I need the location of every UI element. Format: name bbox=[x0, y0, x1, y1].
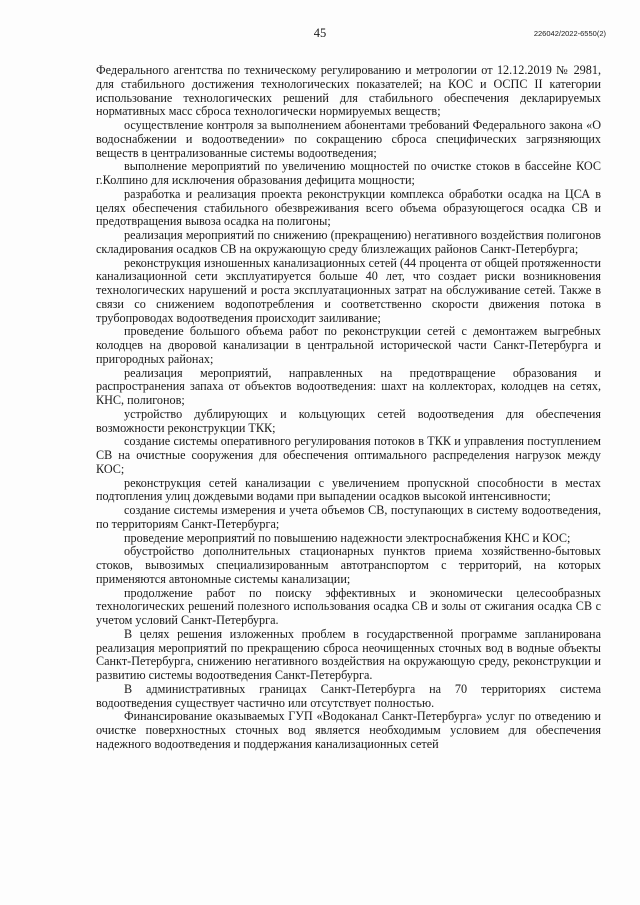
paragraph: обустройство дополнительных стационарных пунктов приема хозяйственно-бытовых стоков, вывозимых специализированным автотранспортом с территорий, на которых применяются автономные системы канализации; bbox=[96, 544, 601, 586]
paragraph: осуществление контроля за выполнением абонентами требований Федерального закона «О водоснабжении и водоотведении» по сокращению сброса специфических загрязняющих веществ в централизованные системы водоотведения; bbox=[96, 118, 601, 160]
paragraph: разработка и реализация проекта реконструкции комплекса обработки осадка на ЦСА в целях обеспечения стабильного обезвреживания всего объема образующегося осадка СВ и предотвращения вывоза осадка на полигоны; bbox=[96, 186, 601, 229]
paragraph: создание системы оперативного регулирования потоков в ТКК и управления поступлением СВ на очистные сооружения для обеспечения оптимального распределения нагрузок между КОС; bbox=[96, 434, 601, 476]
paragraph: реализация мероприятий, направленных на предотвращение образования и распространения запаха от объектов водоотведения: шахт на коллекторах, колодцев на сетях, КНС, полигонов; bbox=[96, 365, 601, 407]
document-id: 226042/2022-6550(2) bbox=[533, 29, 606, 38]
paragraph: Федерального агентства по техническому регулированию и метрологии от 12.12.2019 № 2981, для стабильного достижения технологических показателей; на КОС и ОСПС II категории использование технологических решений для стабильного обеспечения декларируемых нормативных масс сброса технологически нормируемых веществ; bbox=[96, 63, 601, 119]
paragraph: продолжение работ по поиску эффективных и экономически целесообразных технологических решений полезного использования осадка СВ и золы от сжигания осадка СВ с учетом условий Санкт-Петербурга. bbox=[96, 585, 601, 627]
paragraph: реализация мероприятий по снижению (прекращению) негативного воздействия полигонов складирования осадков СВ на окружающую среду близлежащих районов Санкт-Петербурга; bbox=[96, 228, 601, 256]
paragraph: В целях решения изложенных проблем в государственной программе запланирована реализация мероприятий по прекращению сброса неочищенных сточных вод в водные объекты Санкт-Петербурга, снижению негативного воздействия на окружающую среду, реконструкции и развитию системы водоотведения Санкт-Петербурга. bbox=[96, 626, 601, 682]
document-body bbox=[96, 64, 601, 752]
paragraph: реконструкция сетей канализации с увеличением пропускной способности в местах подтопления улиц дождевыми водами при выпадении осадков высокой интенсивности; bbox=[96, 475, 601, 504]
paragraph: реконструкция изношенных канализационных сетей (44 процента от общей протяженности канализационной сети эксплуатируется больше 40 лет, что создает риски возникновения технологических нарушений и роста эксплуатационных затрат на обслуживание сетей. Также в связи со снижением водопотребления и соответственно скорости движения потока в трубопроводах водоотведения происходит заиливание; bbox=[96, 255, 601, 325]
paragraph: проведение мероприятий по повышению надежности электроснабжения КНС и КОС; bbox=[124, 530, 571, 545]
paragraph: создание системы измерения и учета объемов СВ, поступающих в систему водоотведения, по территориям Санкт-Петербурга; bbox=[96, 503, 601, 531]
paragraph: Финансирование оказываемых ГУП «Водоканал Санкт-Петербурга» услуг по отведению и очистке поверхностных сточных вод является необходимым условием для обеспечения надежного водоотведения и поддержания канализационных сетей bbox=[96, 709, 601, 751]
paragraph: В административных границах Санкт-Петербурга на 70 территориях система водоотведения существует частично или отсутствует полностью. bbox=[96, 681, 601, 710]
paragraph: устройство дублирующих и кольцующих сетей водоотведения для обеспечения возможности реконструкции ТКК; bbox=[96, 406, 601, 435]
paragraph: проведение большого объема работ по реконструкции сетей с демонтажем выгребных колодцев на дворовой канализации в центральной исторической части Санкт-Петербурга и пригородных районах; bbox=[96, 324, 601, 366]
page-number: 45 bbox=[313, 26, 327, 40]
paragraph: выполнение мероприятий по увеличению мощностей по очистке стоков в бассейне КОС г.Колпино для исключения образования дефицита мощности; bbox=[96, 159, 601, 187]
